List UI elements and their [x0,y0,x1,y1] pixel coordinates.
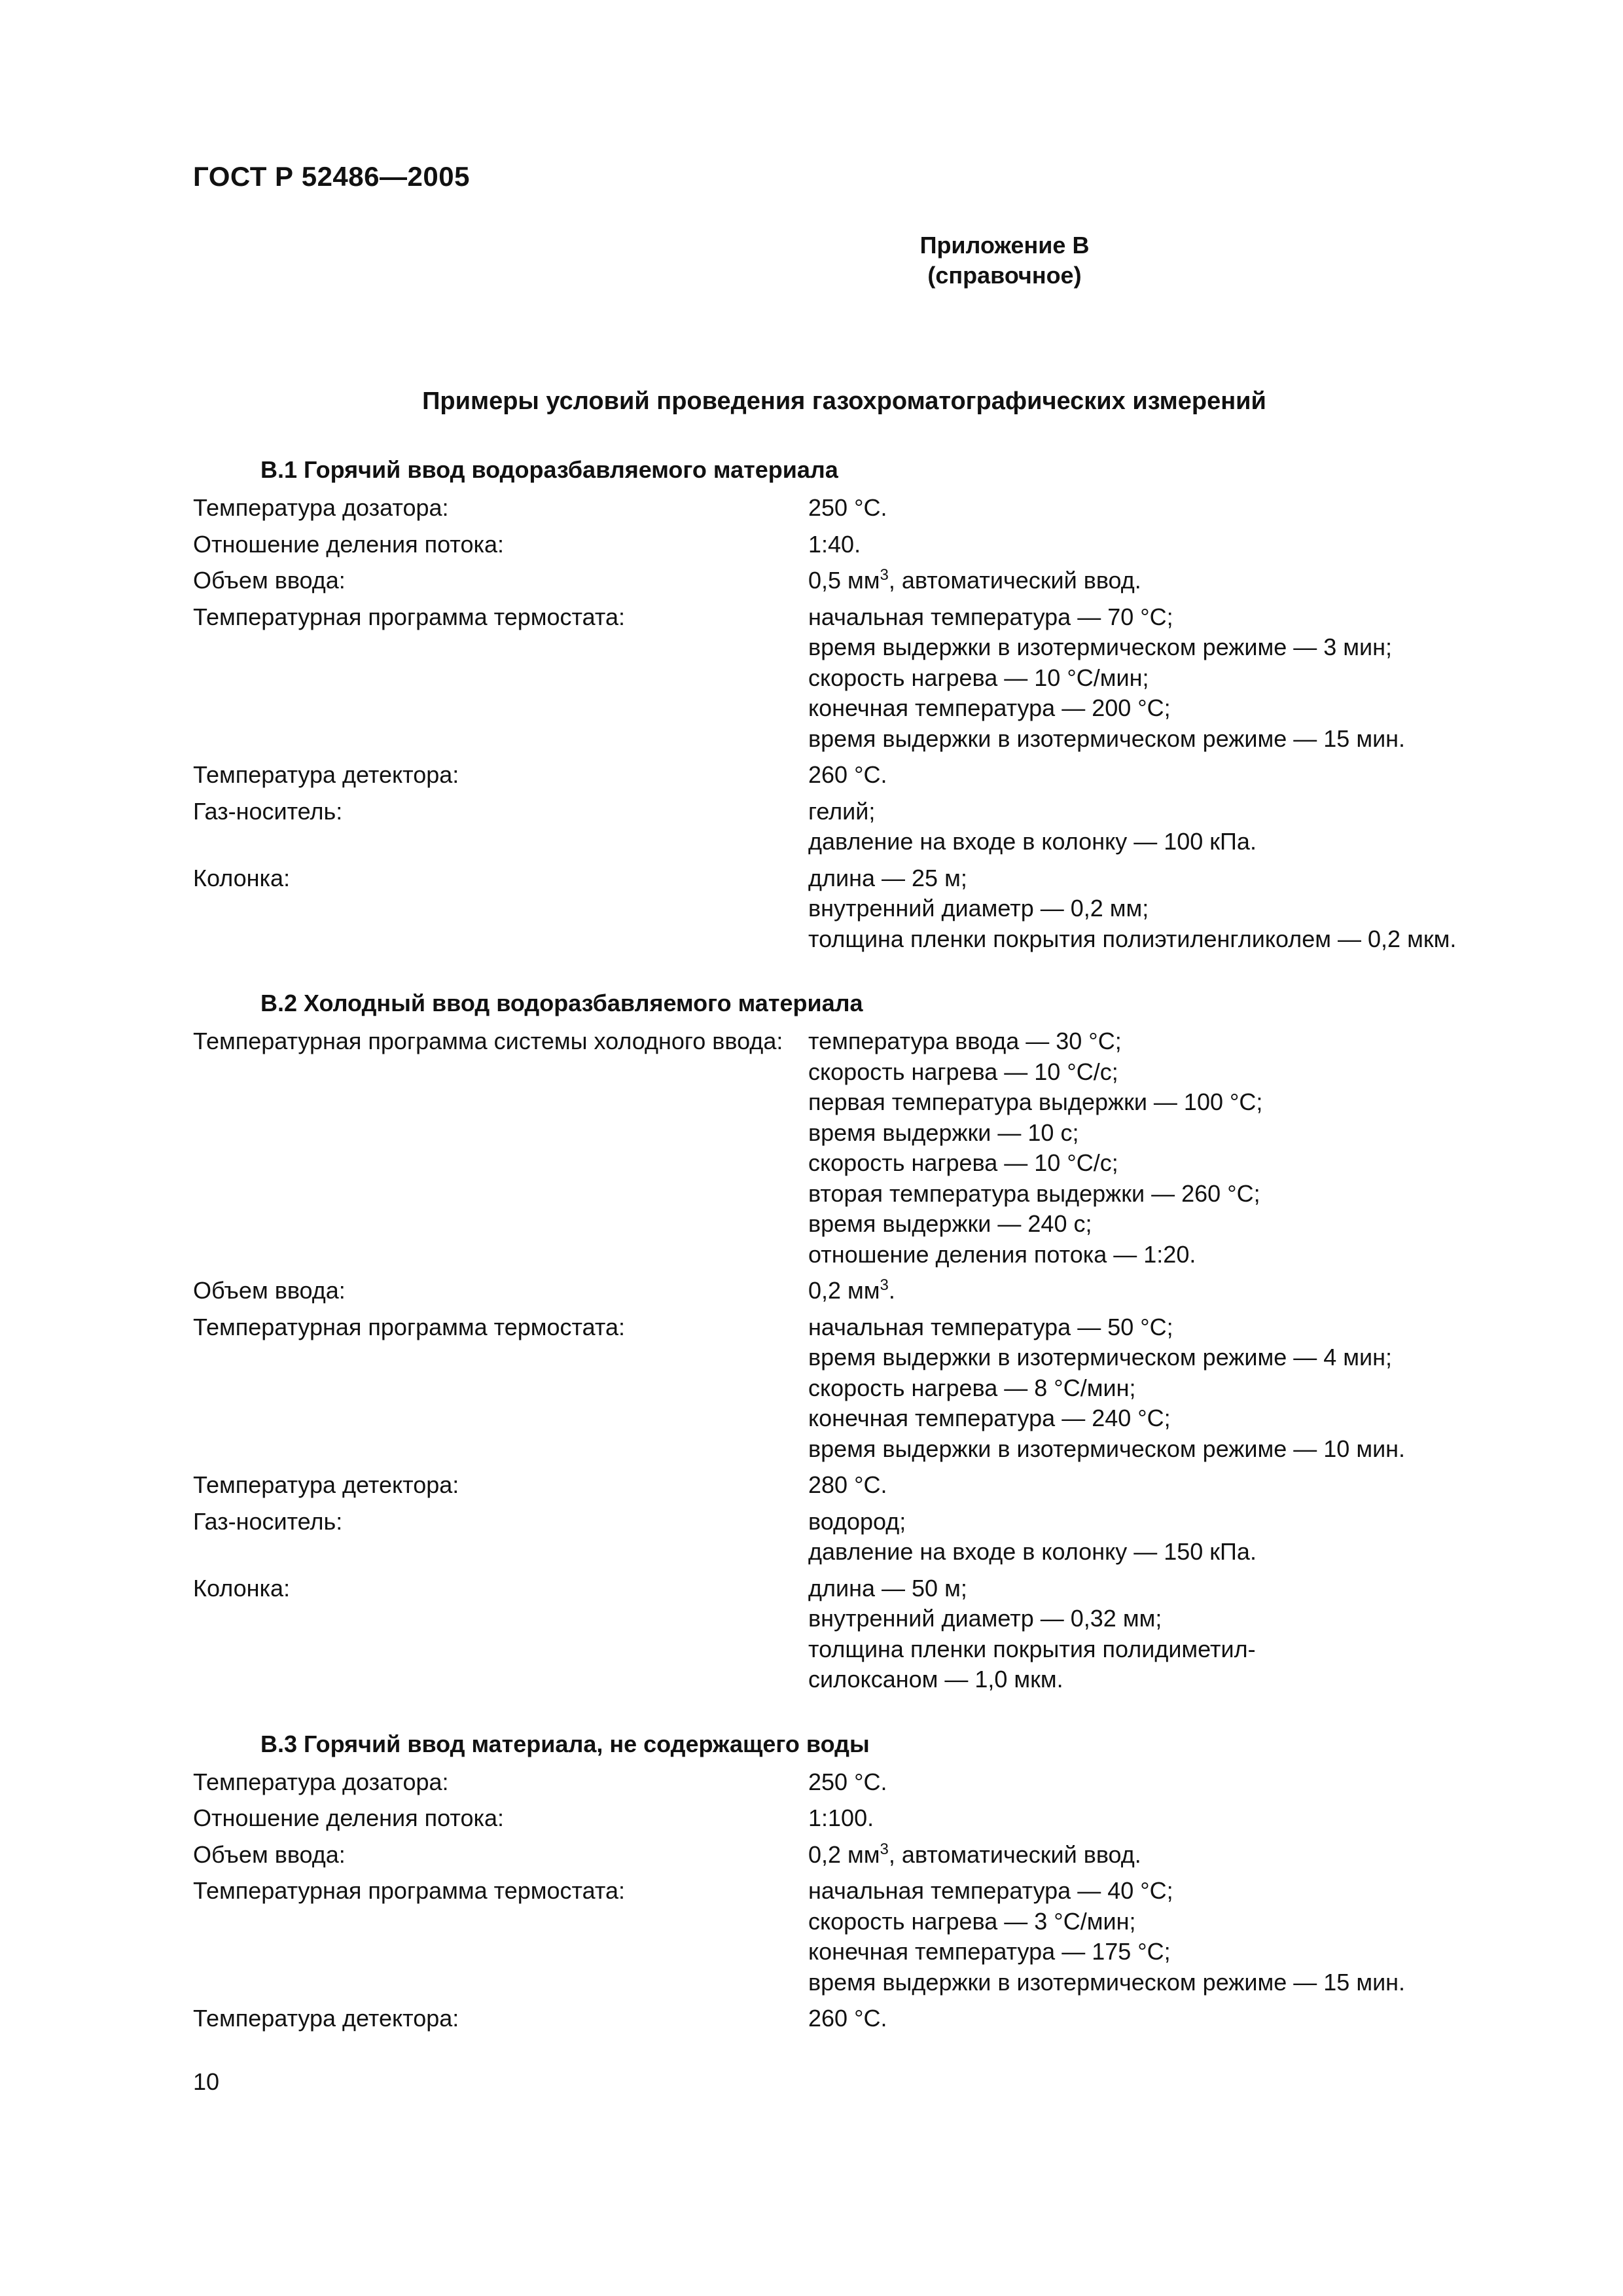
parameter-values [808,1876,1502,1998]
parameter-value-line: водород; [808,1507,906,1535]
parameter-value-line: скорость нагрева — 10 °С/с; [808,1149,1118,1176]
parameter-value-line: толщина пленки покрытия полиэтиленгликолем — 0,2 мкм. [808,925,1457,952]
parameter-values [808,602,1502,755]
parameter-row [193,1573,1502,1695]
parameter-value-line: скорость нагрева — 10 °С/мин; [808,664,1149,691]
parameter-value-line: скорость нагрева — 8 °С/мин; [808,1374,1136,1401]
parameter-value-line: 1:40. [808,530,861,558]
parameter-value-line: начальная температура — 50 °С; [808,1313,1173,1340]
parameter-value-line: толщина пленки покрытия полидиметил- [808,1635,1256,1662]
parameter-label: Температура детектора: [193,2005,459,2032]
parameter-label: Отношение деления потока: [193,530,505,558]
parameter-label: Отношение деления потока: [193,1804,505,1831]
parameter-value-line: давление на входе в колонку — 100 кПа. [808,828,1257,855]
parameter-value-line: вторая температура выдержки — 260 °С; [808,1179,1260,1207]
parameter-label: Температура детектора: [193,1471,459,1498]
parameter-row [193,797,1502,857]
parameter-label: Температурная программа системы холодного ввода: [193,1028,783,1054]
parameter-values [808,1803,1502,1834]
parameter-value-line: время выдержки в изотермическом режиме — 4 мин; [808,1344,1393,1371]
appendix-title: Приложение В [919,232,1090,259]
sections-container [193,455,1502,2040]
parameter-values [808,1026,1502,1270]
parameter-values [808,1276,1502,1306]
parameter-value-line: время выдержки — 240 с; [808,1210,1092,1237]
appendix-type: (справочное) [927,262,1082,289]
parameter-row [193,1470,1502,1501]
parameter-value-line: внутренний диаметр — 0,32 мм; [808,1605,1162,1632]
parameter-value-line: давление на входе в колонку — 150 кПа. [808,1538,1257,1565]
parameter-label: Температура дозатора: [193,1768,449,1795]
parameter-value-line: 0,2 $мм^3$. [808,1276,895,1304]
parameter-value-line: время выдержки в изотермическом режиме — 15 мин. [808,1968,1406,1996]
parameter-row [193,602,1502,755]
parameter-value-line: 250 °С. [808,1768,887,1795]
parameter-values [808,863,1502,955]
section-2 [193,988,1502,1695]
parameter-value-line: 260 °С. [808,2005,887,2032]
parameter-label: Температурная программа термостата: [193,603,625,630]
parameter-value-line: внутренний диаметр — 0,2 мм; [808,895,1149,922]
parameter-value-line: скорость нагрева — 3 °С/мин; [808,1907,1136,1935]
parameter-row [193,529,1502,560]
parameter-label: Колонка: [193,864,291,891]
parameter-row [193,1767,1502,1798]
parameter-label: Объем ввода: [193,567,346,594]
parameter-value-line: температура ввода — 30 °С; [808,1028,1122,1054]
parameter-values [808,529,1502,560]
parameter-values [808,2003,1502,2034]
parameter-label: Температурная программа термостата: [193,1877,625,1904]
parameter-values [808,1767,1502,1798]
section-3 [193,1729,1502,2034]
parameter-label: Газ-носитель: [193,1507,343,1535]
page-number: 10 [193,2068,220,2095]
section-1 [193,455,1502,954]
parameter-value-line: 250 °С. [808,494,887,521]
parameter-row [193,863,1502,955]
section-title: В.2 Холодный ввод водоразбавляемого материала [260,990,863,1016]
parameter-row [193,760,1502,791]
parameter-value-line: длина — 25 м; [808,864,967,891]
parameter-values [808,797,1502,857]
parameter-value-line: время выдержки в изотермическом режиме — 15 мин. [808,725,1406,752]
parameter-row [193,1026,1502,1270]
parameter-value-line: начальная температура — 70 °С; [808,603,1173,630]
parameter-value-line: длина — 50 м; [808,1574,967,1602]
parameter-values [808,1840,1502,1871]
parameter-label: Колонка: [193,1574,291,1602]
parameter-values [808,760,1502,791]
parameter-values [808,565,1502,596]
parameter-label: Температурная программа термостата: [193,1313,625,1340]
parameter-value-line: конечная температура — 175 °С; [808,1938,1171,1965]
parameter-value-line: отношение деления потока — 1:20. [808,1240,1196,1268]
parameter-value-line: конечная температура — 240 °С; [808,1405,1171,1431]
parameter-value-line: скорость нагрева — 10 °С/с; [808,1058,1118,1085]
parameter-row [193,565,1502,596]
parameter-value-line: время выдержки — 10 с; [808,1119,1079,1146]
parameter-values [808,1573,1502,1695]
parameter-value-line: гелий; [808,797,876,825]
appendix-heading [0,230,1623,291]
section-title: В.3 Горячий ввод материала, не содержащего воды [260,1730,870,1757]
document-code: ГОСТ Р 52486—2005 [193,161,470,192]
parameter-values [808,493,1502,524]
parameter-label: Газ-носитель: [193,797,343,825]
parameter-value-line: время выдержки в изотермическом режиме — 3 мин; [808,634,1393,660]
parameter-value-line: 1:100. [808,1804,874,1831]
parameter-row [193,1876,1502,1998]
parameter-label: Объем ввода: [193,1277,346,1304]
parameter-value-line: силоксаном — 1,0 мкм. [808,1666,1063,1693]
parameter-value-line: конечная температура — 200 °С; [808,694,1171,721]
parameter-row [193,1840,1502,1871]
parameter-value-line: 260 °С. [808,761,887,788]
parameter-value-line: 280 °С. [808,1471,887,1498]
parameter-value-line: 0,5 $мм^3$, автоматический ввод. [808,566,1141,594]
parameter-label: Температура дозатора: [193,494,449,521]
parameter-label: Температура детектора: [193,761,459,788]
parameter-value-line: первая температура выдержки — 100 °С; [808,1088,1263,1115]
parameter-row [193,1507,1502,1568]
parameter-row [193,1312,1502,1465]
parameter-value-line: 0,2 $мм^3$, автоматический ввод. [808,1840,1141,1868]
parameter-values [808,1312,1502,1465]
parameter-value-line: время выдержки в изотермическом режиме — 10 мин. [808,1435,1406,1462]
parameter-value-line: начальная температура — 40 °С; [808,1877,1173,1904]
parameter-label: Объем ввода: [193,1840,346,1868]
parameter-row [193,1276,1502,1306]
parameter-row [193,2003,1502,2034]
parameter-values [808,1507,1502,1568]
parameter-values [808,1470,1502,1501]
parameter-row [193,493,1502,524]
section-title: В.1 Горячий ввод водоразбавляемого материала [260,456,838,483]
parameter-row [193,1803,1502,1834]
main-title: Примеры условий проведения газохроматографических измерений [422,387,1266,415]
